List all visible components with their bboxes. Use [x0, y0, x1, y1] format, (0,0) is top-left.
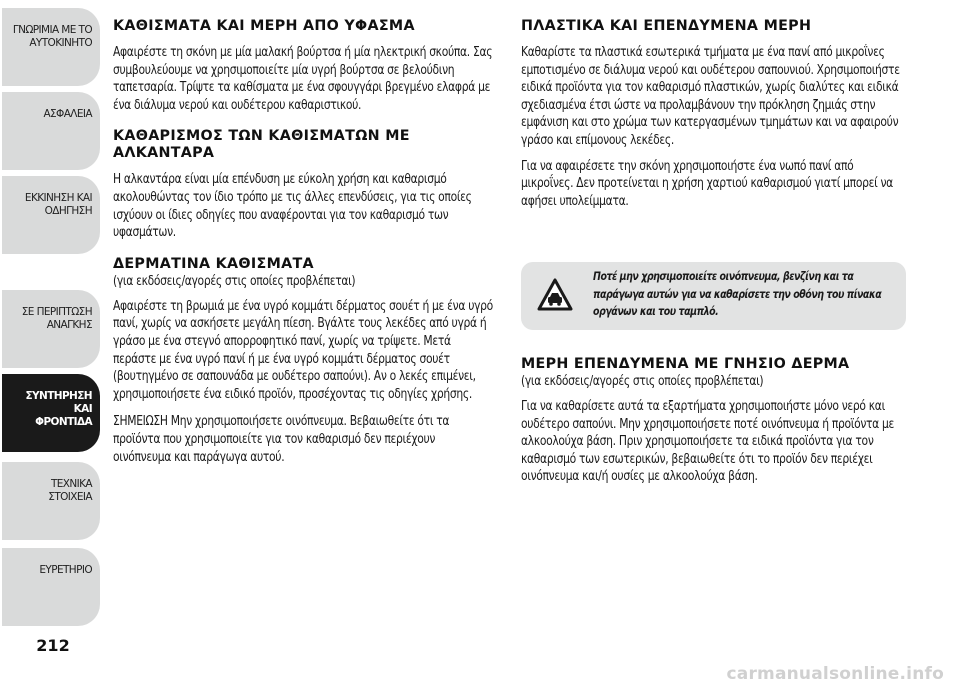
- genuine-leather-availability: (για εκδόσεις/αγορές στις οποίες προβλέπεται): [521, 374, 764, 389]
- tab-emergency[interactable]: [2, 290, 100, 368]
- genuine-leather-text: Για να καθαρίσετε αυτά τα εξαρτήματα χρησιμοποιήστε μόνο νερό και ουδέτερο σαπούνι. Μην χρησιμοποιήσετε ποτέ οινόπνευμα ή προϊόντα με αλκοολούχα βάση. Πριν χρησιμοποιήσετε τα ειδικά προϊόντα για τον καθαρισμό των εσωτερικών, βεβαιωθείτε ότι το προϊόν δεν περιέχει οινόπνευμα και/ή ουσίες με αλκοολούχα βάση.: [521, 399, 895, 485]
- tab-label: ΑΣΦΑΛΕΙΑ: [43, 108, 92, 120]
- leather-seats-availability: (για εκδόσεις/αγορές στις οποίες προβλέπεται): [113, 273, 356, 289]
- warning-text: Ποτέ μην χρησιμοποιείτε οινόπνευμα, βενζίνη και τα παράγωγα αυτών για να καθαρίσετε την οθόνη του πίνακα οργάνων και του ταμπλό.: [593, 269, 882, 318]
- fabric-seats-text: Αφαιρέστε τη σκόνη με μία μαλακή βούρτσα ή μία ηλεκτρική σκούπα. Σας συμβουλεύουμε να χρησιμοποιείτε μία υγρή βούρτσα σε βελούδινη ταπετσαρία. Τρίψτε τα καθίσματα με ένα σφουγγάρι βρεγμένο ελαφρά με ένα διάλυμα νερού και ουδέτερου καθαριστικού.: [113, 45, 493, 113]
- right-column-lower: [521, 356, 911, 486]
- section-title-plastic-parts: ΠΛΑΣΤΙΚΑ ΚΑΙ ΕΠΕΝΔΥΜΕΝΑ ΜΕΡΗ: [521, 18, 812, 34]
- leather-seats-note: ΣΗΜΕΙΩΣΗ Μην χρησιμοποιήσετε οινόπνευμα. Βεβαιωθείτε ότι τα προϊόντα που χρησιμοποιείτε για τον καθαρισμό δεν περιέχουν οινόπνευμα και παράγωγα αυτού.: [113, 414, 450, 465]
- tab-safety[interactable]: [2, 92, 100, 170]
- tab-starting-driving[interactable]: [2, 176, 100, 254]
- tab-label: ΓΝΩΡΙΜΙΑ ΜΕ ΤΟ ΑΥΤΟΚΙΝΗΤΟ: [12, 24, 92, 49]
- leather-seats-text: Αφαιρέστε τη βρωμιά με ένα υγρό κομμάτι δέρματος σουέτ ή με ένα υγρό πανί, χωρίς να ασκήσετε μεγάλη πίεση. Βγάλτε τους λεκέδες από υγρά ή γράσο με ένα στεγνό απορροφητικό πανί, χωρίς να τρίψετε. Μετά περάστε με ένα υγρό πανί ή με ένα υγρό κομμάτι δέρματος σουέτ (βουτηγμένο σε σαπουνάδα με ουδέτερο σαπούνι). Αν ο λεκές επιμένει, χρησιμοποιήσετε ένα ειδικό προϊόν, προσέχοντας τις οδηγίες χρήσης.: [113, 298, 493, 402]
- section-title-alcantara: ΚΑΘΑΡΙΣΜΟΣ ΤΩΝ ΚΑΘΙΣΜΑΤΩΝ ΜΕ ΑΛΚΑΝΤΑΡΑ: [113, 128, 410, 162]
- page-number: 212: [36, 636, 70, 655]
- watermark: carmanualsonline.info: [726, 664, 944, 684]
- tab-label: ΤΕΧΝΙΚΑ ΣΤΟΙΧΕΙΑ: [48, 478, 92, 503]
- tab-label: ΕΚΚΙΝΗΣΗ ΚΑΙ ΟΔΗΓΗΣΗ: [24, 192, 92, 217]
- plastic-parts-text: Καθαρίστε τα πλαστικά εσωτερικά τμήματα με ένα πανί από μικροΐνες εμποτισμένο σε διάλυμα νερού και ουδέτερου σαπουνιού. Χρησιμοποιήστε ειδικά προϊόντα για τον καθαρισμό πλαστικών, χωρίς διαλύτες και ειδικά σχεδιασμένα έτσι ώστε να προλαμβάνουν την πρόκληση ζημιάς στην εμφάνιση και στο χρώμα των κατεργασμένων τμημάτων και να αφαιρούν γράσο και επίμονους λεκέδες.: [521, 45, 900, 148]
- right-column: [521, 18, 911, 210]
- section-title-genuine-leather: ΜΕΡΗ ΕΠΕΝΔΥΜΕΝΑ ΜΕ ΓΝΗΣΙΟ ΔΕΡΜΑ: [521, 356, 850, 372]
- warning-triangle-icon: [537, 278, 573, 312]
- tab-getting-to-know[interactable]: [2, 8, 100, 86]
- section-title-leather-seats: ΔΕΡΜΑΤΙΝΑ ΚΑΘΙΣΜΑΤΑ: [113, 255, 314, 272]
- tab-maintenance[interactable]: [2, 374, 100, 452]
- plastic-parts-dust-text: Για να αφαιρέσετε την σκόνη χρησιμοποιήστε ένα νωπό πανί από μικροΐνες. Δεν προτείνεται η χρήση χαρτιού καθαρισμού γιατί μπορεί να αφήσει υπολείμματα.: [521, 158, 893, 209]
- tab-label: ΕΥΡΕΤΗΡΙΟ: [39, 564, 92, 576]
- sidebar-nav: [0, 0, 112, 686]
- section-title-fabric-seats: ΚΑΘΙΣΜΑΤΑ ΚΑΙ ΜΕΡΗ ΑΠΟ ΥΦΑΣΜΑ: [113, 18, 415, 34]
- tab-index[interactable]: [2, 548, 100, 626]
- warning-box: [521, 262, 906, 330]
- tab-technical-data[interactable]: [2, 462, 100, 540]
- tab-label: ΣΥΝΤΗΡΗΣΗ ΚΑΙ ΦΡΟΝΤΙΔΑ: [25, 390, 92, 428]
- alcantara-text: Η αλκαντάρα είναι μία επένδυση με εύκολη χρήση και καθαρισμό ακολουθώντας τον ίδιο τρόπο με τις άλλες επενδύσεις, για τις οποίες ισχύουν οι ίδιες οδηγίες που αναφέρονται για τον καθαρισμό των υφασμάτων.: [113, 172, 472, 241]
- tab-label: ΣΕ ΠΕΡΙΠΤΩΣΗ ΑΝΑΓΚΗΣ: [21, 306, 92, 331]
- left-column: [113, 18, 496, 466]
